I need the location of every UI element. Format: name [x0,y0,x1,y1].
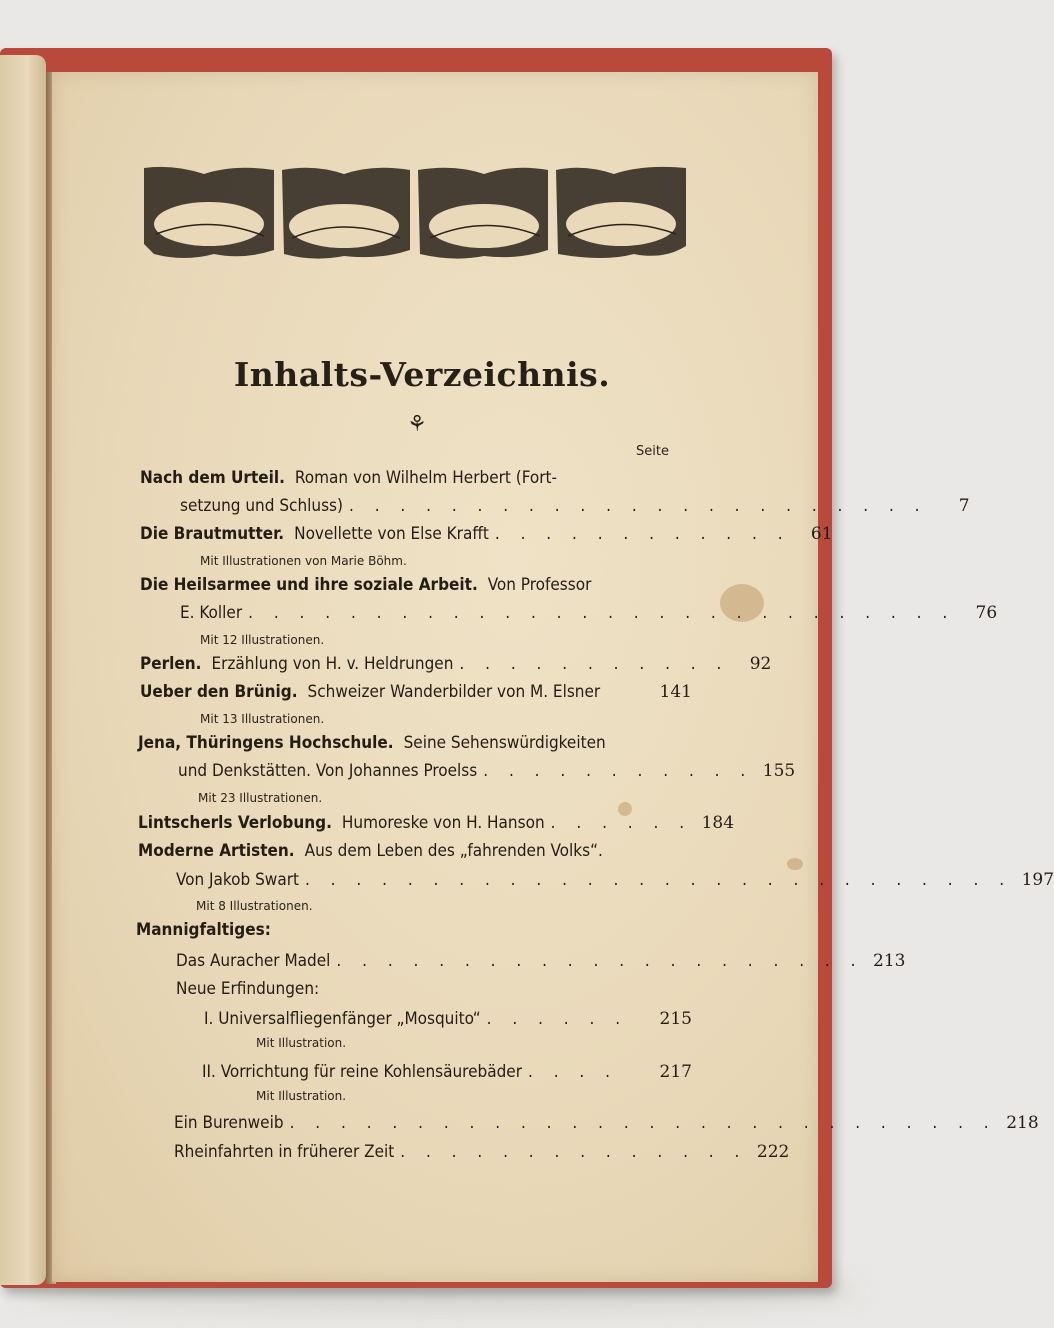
toc-entry[interactable] [180,603,998,623]
page-number: 197 [1021,870,1054,890]
illustration-note: Mit 8 Illustrationen. [196,899,313,913]
leader-dots: . . . . . . . . . . . . . . . . . . . . . . . . . . . . [248,603,956,623]
toc-entry[interactable] [138,733,638,753]
entry-text: Das Auracher Madel [176,951,331,971]
toc-entry[interactable] [176,870,1054,890]
toc-entry[interactable] [140,682,692,702]
section-title: Mannigfaltiges: [136,920,271,940]
toc-entry[interactable] [140,654,772,674]
page-number: 141 [659,682,692,702]
leader-dots: . . . . . . [550,813,693,833]
entry-title: Die Heilsarmee und ihre soziale Arbeit. [140,575,478,595]
leader-dots: . . . . . . . . . . . . . . . . . . . . . . . [349,496,928,516]
entry-text: Humoreske von H. Hanson [341,813,545,833]
leader-dots: . . . . . . . . . . . . . . . . . . . . . [336,951,864,971]
toc-entry[interactable] [138,841,648,861]
page-number: 76 [975,603,998,623]
entry-title: Moderne Artisten. [138,841,295,861]
entry-text: I. Universalfliegenfänger „Mosquito“ [204,1009,481,1029]
entry-title: Perlen. [140,654,202,674]
entry-text: Von Jakob Swart [176,870,299,890]
toc-section-heading [136,920,436,940]
entry-text: setzung und Schluss) [180,496,343,516]
entry-text: II. Vorrichtung für reine Kohlensäurebäder [202,1062,522,1082]
leader-dots: . . . . . . . . . . . [483,761,754,781]
page-number: 215 [659,1009,692,1029]
entry-text: Roman von Wilhelm Herbert (Fort- [294,468,558,488]
toc-entry[interactable] [174,1113,1039,1133]
entry-text: Neue Erfindungen: [176,979,320,999]
page-number: 217 [659,1062,692,1082]
leader-dots: . . . . . . . . . . . . . . [400,1142,748,1162]
toc-entry[interactable] [140,575,640,595]
page-number: 7 [958,496,970,516]
illustration-note: Mit 23 Illustrationen. [198,791,323,805]
entry-text: E. Koller [180,603,243,623]
page-number: 92 [749,654,772,674]
page-number: 155 [762,761,796,781]
illustration-note: Mit 12 Illustrationen. [200,633,325,647]
toc-entry[interactable] [138,813,735,833]
illustration-note: Mit Illustration. [256,1089,347,1103]
left-page-edge [0,55,46,1285]
page-column-label: Seite [636,444,669,459]
table-of-contents [52,72,1054,1282]
toc-entry[interactable] [176,951,906,971]
entry-text: Seine Sehenswürdigkeiten [403,733,606,753]
leader-dots: . . . . . . . . . . . [459,654,730,674]
entry-title: Die Brautmutter. [140,524,285,544]
entry-text: Schweizer Wanderbilder von M. Elsner [307,682,601,702]
entry-title: Nach dem Urteil. [140,468,285,488]
entry-text: Rheinfahrten in früherer Zeit [174,1142,395,1162]
leader-dots: . . . . . . . . . . . . [494,524,791,544]
page-number: 184 [701,813,735,833]
entry-text: Novellette von Else Krafft [294,524,489,544]
toc-entry[interactable] [140,468,640,488]
entry-text: Aus dem Leben des „fahrenden Volks“. [304,841,603,861]
illustration-note: Mit 13 Illustrationen. [200,712,325,726]
illustration-note: Mit Illustration. [256,1036,347,1050]
page-number: 213 [873,951,906,971]
leader-dots: . . . . . . . . . . . . . . . . . . . . . . . . . . . . [304,870,1013,890]
illustration-note: Mit Illustrationen von Marie Böhm. [200,554,407,568]
entry-text: und Denkstätten. Von Johannes Proelss [178,761,478,781]
entry-title: Ueber den Brünig. [140,682,298,702]
page-title: Inhalts-Verzeichnis. [233,355,611,394]
page-number: 222 [756,1142,790,1162]
leader-dots: . . . . . . [486,1009,629,1029]
toc-entry[interactable] [140,524,833,544]
toc-entry[interactable] [180,496,970,516]
toc-entry[interactable] [178,761,796,781]
entry-text: Von Professor [487,575,592,595]
entry-title: Jena, Thüringens Hochschule. [138,733,394,753]
entry-text: Ein Burenweib [174,1113,284,1133]
flower-ornament-icon: ⚘ [407,412,427,437]
toc-entry[interactable] [202,1062,692,1082]
page-number: 218 [1006,1113,1039,1133]
entry-text: Erzählung von H. v. Heldrungen [211,654,454,674]
toc-entry[interactable] [204,1009,692,1029]
leader-dots: . . . . . . . . . . . . . . . . . . . . . . . . . . . . [289,1113,997,1133]
toc-entry[interactable] [174,1142,790,1162]
contents-page [52,72,1054,1282]
leader-dots: . . . . [528,1062,618,1082]
page-number: 61 [810,524,833,544]
entry-title: Lintscherls Verlobung. [138,813,332,833]
toc-subheading [176,979,476,999]
